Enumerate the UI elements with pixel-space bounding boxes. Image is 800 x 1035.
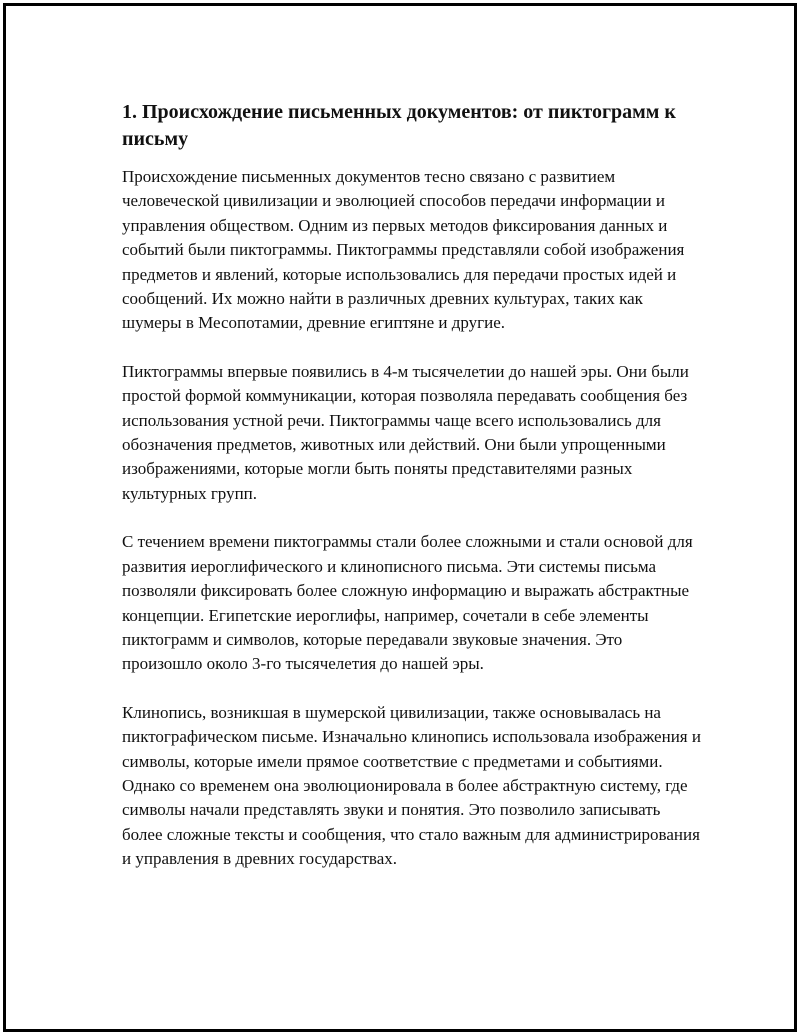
section-heading: 1. Происхождение письменных документов: от пиктограмм к письму — [122, 101, 676, 150]
paragraph-1: Происхождение письменных документов тесно связано с развитием человеческой цивилизации и эволюцией способов передачи информации и управления обществом. Одним из первых методов фиксирования данных и событий были пиктограммы. Пиктограммы представляли собой изображения предметов и явлений, которые использовались для передачи простых идей и сообщений. Их можно найти в различных древних культурах, таких как шумеры в Месопотамии, древние египтяне и другие. — [122, 167, 685, 333]
page-border — [3, 3, 797, 1032]
document-body — [122, 99, 702, 896]
paragraph-4: Клинопись, возникшая в шумерской цивилизации, также основывалась на пиктографическом письме. Изначально клинопись использовала изображения и символы, которые имели прямое соответствие с предметами и событиями. Однако со временем она эволюционировала в более абстрактную систему, где символы начали представлять звуки и понятия. Это позволило записывать более сложные тексты и сообщения, что стало важным для администрирования и управления в древних государствах. — [122, 702, 701, 869]
paragraph-3: С течением времени пиктограммы стали более сложными и стали основой для развития иероглифического и клинописного письма. Эти системы письма позволяли фиксировать более сложную информацию и выражать абстрактные концепции. Египетские иероглифы, например, сочетали в себе элементы пиктограмм и символов, которые передавали звуковые значения. Это произошло около 3-го тысячелетия до нашей эры. — [122, 532, 693, 674]
paragraph-2: Пиктограммы впервые появились в 4-м тысячелетии до нашей эры. Они были простой формой коммуникации, которая позволяла передавать сообщения без использования устной речи. Пиктограммы чаще всего использовались для обозначения предметов, животных или действий. Они были упрощенными изображениями, которые могли быть поняты представителями разных культурных групп. — [122, 361, 689, 503]
